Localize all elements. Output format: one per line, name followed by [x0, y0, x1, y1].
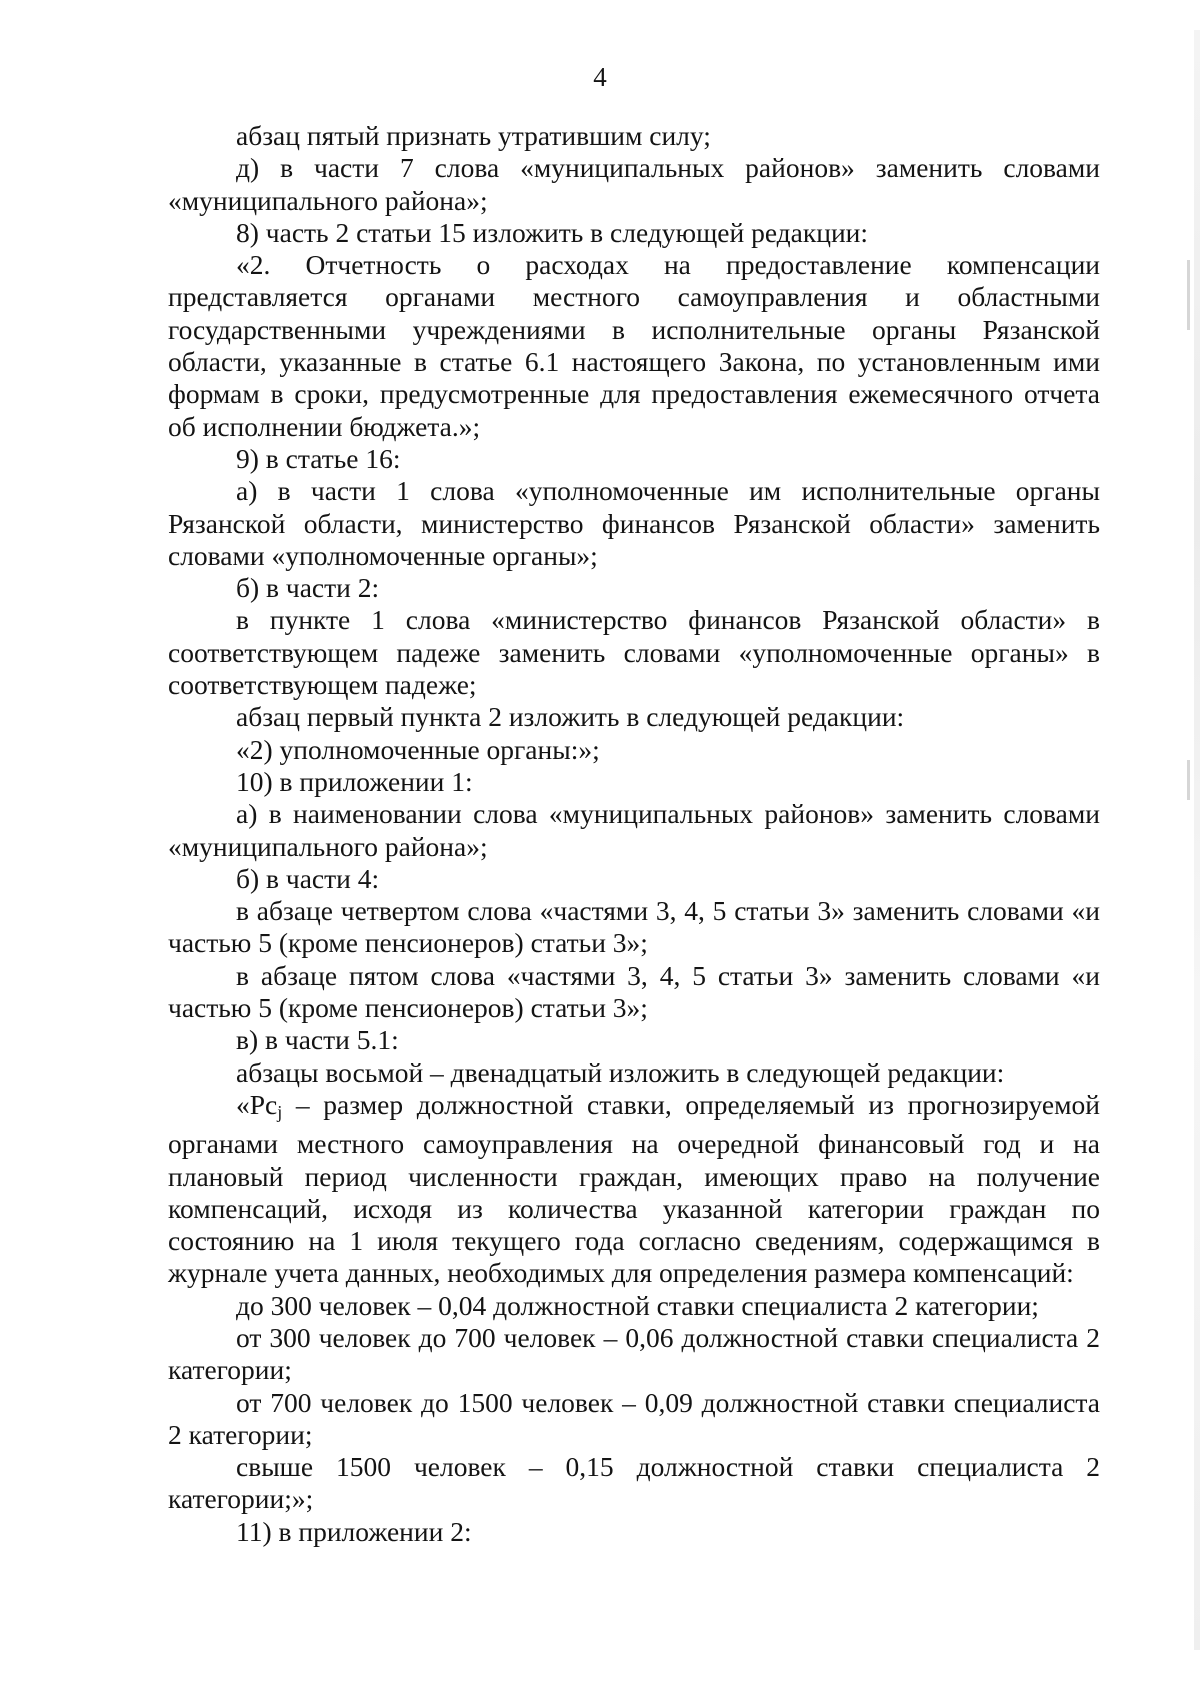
paragraph: в пункте 1 слова «министерство финансов Рязанской области» в соответствующем падеже заменить словами «уполномоченные органы» в соответствующем падеже; [168, 604, 1100, 701]
paragraph: свыше 1500 человек – 0,15 должностной ставки специалиста 2 категории;»; [168, 1451, 1100, 1515]
paragraph: а) в части 1 слова «уполномоченные им исполнительные органы Рязанской области, министерство финансов Рязанской области» заменить словами «уполномоченные органы»; [168, 475, 1100, 571]
paragraph: «2) уполномоченные органы:»; [236, 733, 600, 765]
paragraph: а) в наименовании слова «муниципальных районов» заменить словами «муниципального района»; [168, 798, 1100, 862]
paragraph-formula-definition [168, 1089, 1100, 1290]
formula-subscript: j [277, 1101, 283, 1122]
formula-open-quote: « [236, 1088, 250, 1120]
paragraph: 9) в статье 16: [236, 442, 401, 474]
paragraph: от 300 человек до 700 человек – 0,06 должностной ставки специалиста 2 категории; [168, 1321, 1100, 1386]
paragraph: абзац первый пункта 2 изложить в следующей редакции: [236, 701, 905, 733]
scan-mark-artifact [1187, 260, 1190, 330]
paragraph: в абзаце пятом слова «частями 3, 4, 5 статьи 3» заменить словами «и частью 5 (кроме пенсионеров) статьи 3»; [168, 959, 1100, 1024]
scan-edge-artifact [1194, 30, 1200, 1650]
paragraph: 8) часть 2 статьи 15 изложить в следующей редакции: [236, 216, 869, 248]
paragraph: д) в части 7 слова «муниципальных районов» заменить словами «муниципального района»; [168, 152, 1100, 216]
paragraph: «2. Отчетность о расходах на предоставление компенсации представляется органами местного самоуправления и областными государственными учреждениями в исполнительные органы Рязанской области, указанные в статье 6.1 настоящего Закона, по установленным ими формам в сроки, предусмотренные для предоставления ежемесячного отчета об исполнении бюджета.»; [168, 249, 1100, 442]
formula-definition-text: – размер должностной ставки, определяемый из прогнозируемой органами местного самоуправления на очередной финансовый год и на плановый период численности граждан, имеющих право на получение компенсаций, исходя из количества указанной категории граждан по состоянию на 1 июля текущего года согласно сведениям, содержащимся в журнале учета данных, необходимых для определения размера компенсаций: [168, 1088, 1101, 1289]
paragraph: до 300 человек – 0,04 должностной ставки специалиста 2 категории; [236, 1289, 1039, 1321]
paragraph: 11) в приложении 2: [236, 1515, 472, 1547]
page-number: 4 [593, 62, 607, 92]
formula-symbol: Рс [249, 1088, 278, 1120]
paragraph: в) в части 5.1: [236, 1024, 399, 1056]
paragraph: в абзаце четвертом слова «частями 3, 4, 5 статьи 3» заменить словами «и частью 5 (кроме пенсионеров) статьи 3»; [168, 895, 1100, 959]
paragraph: б) в части 4: [236, 862, 380, 894]
paragraph: б) в части 2: [236, 572, 380, 604]
paragraph: абзац пятый признать утратившим силу; [236, 120, 711, 151]
document-body [168, 120, 1100, 1548]
paragraph: от 700 человек до 1500 человек – 0,09 должностной ставки специалиста 2 категории; [168, 1386, 1100, 1450]
paragraph: 10) в приложении 1: [236, 765, 473, 797]
paragraph: абзацы восьмой – двенадцатый изложить в следующей редакции: [236, 1056, 1005, 1088]
scan-mark-artifact [1187, 760, 1190, 800]
